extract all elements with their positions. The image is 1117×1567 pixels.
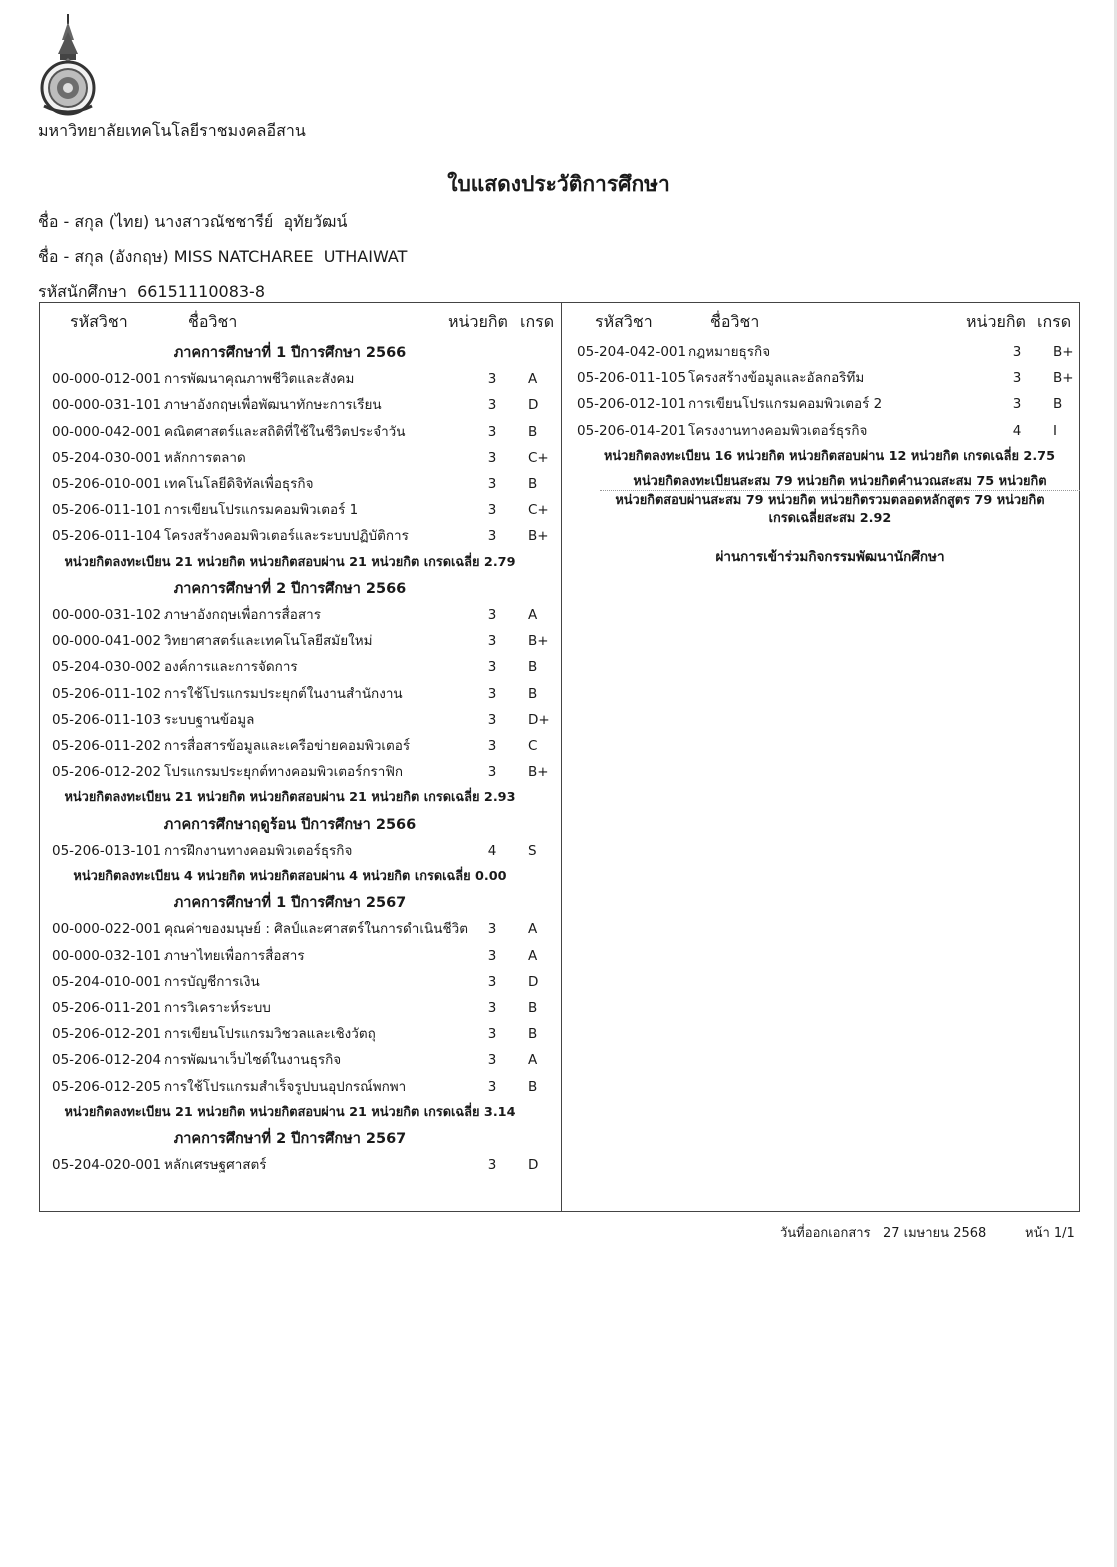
course-grade: A [528, 371, 538, 388]
course-credits: 3 [487, 476, 497, 492]
course-code: 05-206-011-102 [52, 685, 162, 702]
course-name: ภาษาอังกฤษเพื่อพัฒนาทักษะการเรียน [164, 397, 382, 414]
semester-title: ภาคการศึกษาที่ 1 ปีการศึกษา 2567 [173, 895, 407, 912]
course-row [52, 392, 557, 418]
course-credits: 3 [487, 528, 497, 545]
course-row [52, 1047, 557, 1073]
name-th-value: นางสาวณัชชารีย์ อุทัยวัฒน์ [154, 212, 348, 231]
course-code: 05-206-012-201 [52, 1026, 162, 1043]
semester-heading [52, 812, 557, 838]
course-row [52, 602, 557, 628]
course-name: การฝึกงานทางคอมพิวเตอร์ธุรกิจ [164, 842, 353, 859]
course-grade: D [528, 973, 539, 990]
name-th-label: ชื่อ - สกุล (ไทย) [38, 212, 150, 231]
course-grade: B [528, 1000, 538, 1016]
course-name: วิทยาศาสตร์และเทคโนโลยีสมัยใหม่ [164, 633, 373, 650]
course-grade: B [528, 1078, 538, 1095]
course-credits: 4 [1012, 422, 1022, 439]
course-code: 05-206-011-201 [52, 1000, 162, 1016]
document-title: ใบแสดงประวัติการศึกษา [447, 172, 670, 196]
course-code: 05-206-012-202 [52, 764, 162, 781]
course-row [52, 969, 557, 995]
header-credits-left: หน่วยกิต [448, 312, 508, 331]
semester-title: ภาคการศึกษาที่ 2 ปีการศึกษา 2567 [173, 1131, 407, 1147]
semester-summary [52, 785, 557, 811]
semester-summary-text: หน่วยกิตลงทะเบียน 21 หน่วยกิต หน่วยกิตสอบผ่าน 21 หน่วยกิต เกรดเฉลี่ย 3.14 [64, 1104, 516, 1120]
course-credits: 3 [487, 633, 497, 650]
course-credits: 3 [1012, 370, 1022, 387]
course-credits: 3 [487, 1157, 497, 1174]
semester-summary-text: หน่วยกิตลงทะเบียน 21 หน่วยกิต หน่วยกิตสอบผ่าน 21 หน่วยกิต เกรดเฉลี่ย 2.79 [64, 554, 516, 570]
issue-date-label: วันที่ออกเอกสาร [780, 1226, 871, 1241]
course-grade: I [1053, 422, 1057, 439]
course-code: 05-204-010-001 [52, 973, 162, 990]
cumulative-passed-line: หน่วยกิตสอบผ่านสะสม 79 หน่วยกิต หน่วยกิตรวมตลอดหลักสูตร 79 หน่วยกิต [615, 493, 1045, 508]
course-grade: C [528, 738, 538, 754]
course-credits: 3 [487, 423, 497, 440]
course-name: โปรแกรมประยุกต์ทางคอมพิวเตอร์กราฟิก [164, 764, 404, 781]
course-row [52, 759, 557, 785]
student-id-value: 66151110083-8 [137, 282, 266, 301]
course-credits: 3 [487, 502, 497, 519]
course-grade: B [528, 476, 538, 492]
course-code: 00-000-012-001 [52, 371, 162, 388]
course-name: คณิตศาสตร์และสถิติที่ใช้ในชีวิตประจำวัน [164, 423, 406, 440]
course-credits: 3 [487, 738, 497, 754]
course-credits: 3 [487, 711, 497, 728]
course-row [52, 1021, 557, 1047]
semester-summary [52, 550, 557, 576]
course-code: 00-000-032-101 [52, 947, 162, 964]
course-name: ภาษาอังกฤษเพื่อการสื่อสาร [164, 607, 321, 623]
course-name: การพัฒนาคุณภาพชีวิตและสังคม [164, 371, 355, 388]
course-grade: B+ [528, 633, 549, 650]
semester-title: ภาคการศึกษาที่ 1 ปีการศึกษา 2566 [173, 345, 407, 361]
header-credits-right: หน่วยกิต [966, 312, 1026, 331]
course-name: องค์การและการจัดการ [164, 659, 298, 676]
course-code: 05-206-011-103 [52, 711, 162, 728]
course-grade: C+ [528, 449, 549, 466]
header-grade-right: เกรด [1037, 312, 1072, 331]
course-grade: B [528, 423, 538, 440]
course-row [52, 916, 557, 942]
course-grade: D [528, 397, 539, 414]
course-grade: B+ [1053, 344, 1074, 360]
course-code: 05-204-030-002 [52, 659, 162, 676]
course-row [52, 523, 557, 549]
course-credits: 3 [487, 1078, 497, 1095]
column-divider [561, 302, 562, 1212]
course-name: การสื่อสารข้อมูลและเครือข่ายคอมพิวเตอร์ [164, 738, 411, 754]
course-code: 05-206-012-101 [577, 396, 687, 413]
semester-title: ภาคการศึกษาที่ 2 ปีการศึกษา 2566 [173, 580, 407, 597]
course-code: 00-000-031-102 [52, 607, 162, 623]
course-grade: A [528, 1052, 538, 1069]
course-name: หลักการตลาด [164, 449, 246, 466]
course-row [52, 445, 557, 471]
course-row [577, 418, 1077, 444]
header-name-right: ชื่อวิชา [710, 312, 760, 331]
course-row [52, 733, 557, 759]
course-credits: 3 [487, 659, 497, 676]
course-name: การเขียนโปรแกรมคอมพิวเตอร์ 1 [164, 502, 359, 519]
header-grade-left: เกรด [520, 312, 555, 331]
course-row [52, 995, 557, 1021]
course-grade: B [528, 685, 538, 702]
course-row [577, 365, 1077, 391]
course-grade: D+ [528, 711, 550, 728]
course-credits: 3 [487, 685, 497, 702]
course-credits: 3 [487, 973, 497, 990]
course-row [577, 391, 1077, 417]
course-row [52, 628, 557, 654]
course-credits: 3 [487, 1026, 497, 1043]
cumulative-gpa: เกรดเฉลี่ยสะสม 2.92 [768, 511, 892, 526]
course-row [52, 497, 557, 523]
course-grade: B [528, 659, 538, 676]
course-row [52, 419, 557, 445]
issue-date-value: 27 เมษายน 2568 [883, 1226, 987, 1241]
semester-summary [577, 444, 1077, 470]
course-row [52, 838, 557, 864]
header-code-right: รหัสวิชา [595, 312, 653, 331]
page-number: หน้า 1/1 [1025, 1226, 1075, 1241]
course-row [52, 654, 557, 680]
course-grade: A [528, 921, 538, 938]
course-name: โครงงานทางคอมพิวเตอร์ธุรกิจ [688, 422, 868, 439]
course-credits: 3 [487, 921, 497, 938]
course-credits: 3 [487, 764, 497, 781]
course-code: 05-206-011-104 [52, 528, 162, 545]
course-grade: S [528, 842, 537, 859]
course-row [52, 366, 557, 392]
semester-heading [52, 890, 557, 916]
course-code: 05-204-030-001 [52, 449, 162, 466]
semester-summary-text: หน่วยกิตลงทะเบียน 21 หน่วยกิต หน่วยกิตสอบผ่าน 21 หน่วยกิต เกรดเฉลี่ย 2.93 [64, 790, 516, 806]
name-en-label: ชื่อ - สกุล (อังกฤษ) [38, 247, 169, 266]
student-id-label: รหัสนักศึกษา [38, 282, 127, 301]
course-credits: 3 [487, 1052, 497, 1069]
course-name: การพัฒนาเว็บไซต์ในงานธุรกิจ [164, 1052, 342, 1069]
university-emblem-icon [38, 14, 98, 116]
course-credits: 3 [1012, 344, 1022, 360]
course-grade: B [1053, 396, 1063, 413]
semester-summary [52, 1100, 557, 1126]
course-name: คุณค่าของมนุษย์ : ศิลป์และศาสตร์ในการดำเนินชีวิต [164, 921, 468, 938]
course-name: การใช้โปรแกรมสำเร็จรูปบนอุปกรณ์พกพา [164, 1078, 407, 1095]
course-row [577, 339, 1077, 365]
course-code: 05-206-013-101 [52, 842, 162, 859]
semester-summary-text: หน่วยกิตลงทะเบียน 4 หน่วยกิต หน่วยกิตสอบผ่าน 4 หน่วยกิต เกรดเฉลี่ย 0.00 [73, 869, 507, 884]
course-name: ภาษาไทยเพื่อการสื่อสาร [164, 947, 305, 964]
course-row [52, 471, 557, 497]
course-credits: 3 [487, 607, 497, 623]
course-name: การวิเคราะห์ระบบ [164, 1000, 271, 1016]
semester-heading [52, 340, 557, 366]
course-name: กฎหมายธุรกิจ [688, 344, 771, 360]
semester-heading [52, 576, 557, 602]
course-grade: D [528, 1157, 539, 1174]
course-code: 05-206-011-105 [577, 370, 687, 387]
course-name: การบัญชีการเงิน [164, 973, 260, 990]
course-grade: B [528, 1026, 538, 1043]
course-credits: 4 [487, 842, 497, 859]
course-row [52, 943, 557, 969]
course-code: 05-206-010-001 [52, 476, 162, 492]
course-grade: C+ [528, 502, 549, 519]
header-code-left: รหัสวิชา [70, 312, 128, 331]
activity-note: ผ่านการเข้าร่วมกิจกรรมพัฒนานักศึกษา [715, 549, 945, 565]
course-code: 05-206-011-101 [52, 502, 162, 519]
course-row [52, 681, 557, 707]
course-code: 05-204-042-001 [577, 344, 687, 360]
course-name: หลักเศรษฐศาสตร์ [164, 1157, 267, 1174]
semester-heading [52, 1126, 557, 1152]
semester-title: ภาคการศึกษาฤดูร้อน ปีการศึกษา 2566 [163, 816, 417, 833]
course-code: 00-000-031-101 [52, 397, 162, 414]
course-name: โครงสร้างคอมพิวเตอร์และระบบปฏิบัติการ [164, 528, 409, 545]
course-credits: 3 [487, 397, 497, 414]
course-name: การเขียนโปรแกรมคอมพิวเตอร์ 2 [688, 396, 883, 413]
header-name-left: ชื่อวิชา [188, 312, 238, 331]
course-code: 05-206-012-205 [52, 1078, 162, 1095]
cumulative-registered-line: หน่วยกิตลงทะเบียนสะสม 79 หน่วยกิต หน่วยกิตคำนวณสะสม 75 หน่วยกิต [600, 474, 1080, 491]
course-row [52, 1152, 557, 1178]
course-code: 05-204-020-001 [52, 1157, 162, 1174]
course-grade: A [528, 947, 538, 964]
course-name: การใช้โปรแกรมประยุกต์ในงานสำนักงาน [164, 685, 403, 702]
course-credits: 3 [487, 947, 497, 964]
course-credits: 3 [487, 449, 497, 466]
course-credits: 3 [1012, 396, 1022, 413]
course-code: 05-206-011-202 [52, 738, 162, 754]
course-grade: B+ [528, 764, 549, 781]
course-name: การเขียนโปรแกรมวิชวลและเชิงวัตถุ [164, 1026, 376, 1043]
course-code: 00-000-041-002 [52, 633, 162, 650]
course-code: 05-206-014-201 [577, 422, 687, 439]
course-code: 00-000-042-001 [52, 423, 162, 440]
course-name: เทคโนโลยีดิจิทัลเพื่อธุรกิจ [164, 476, 314, 492]
course-code: 05-206-012-204 [52, 1052, 162, 1069]
course-row [52, 1074, 557, 1100]
course-credits: 3 [487, 371, 497, 388]
course-code: 00-000-022-001 [52, 921, 162, 938]
semester-summary-text: หน่วยกิตลงทะเบียน 16 หน่วยกิต หน่วยกิตสอบผ่าน 12 หน่วยกิต เกรดเฉลี่ย 2.75 [603, 448, 1055, 464]
issue-date-line [780, 1222, 986, 1243]
course-grade: B+ [1053, 370, 1074, 387]
university-name: มหาวิทยาลัยเทคโนโลยีราชมงคลอีสาน [38, 121, 306, 140]
course-name: ระบบฐานข้อมูล [164, 711, 255, 728]
course-row [52, 707, 557, 733]
course-name: โครงสร้างข้อมูลและอัลกอริทึม [688, 370, 865, 387]
course-grade: B+ [528, 528, 549, 545]
course-grade: A [528, 607, 538, 623]
student-name-en-line [38, 245, 407, 270]
student-name-th-line [38, 210, 347, 235]
course-credits: 3 [487, 1000, 497, 1016]
semester-summary [52, 864, 557, 890]
name-en-value: MISS NATCHAREE UTHAIWAT [173, 247, 408, 266]
